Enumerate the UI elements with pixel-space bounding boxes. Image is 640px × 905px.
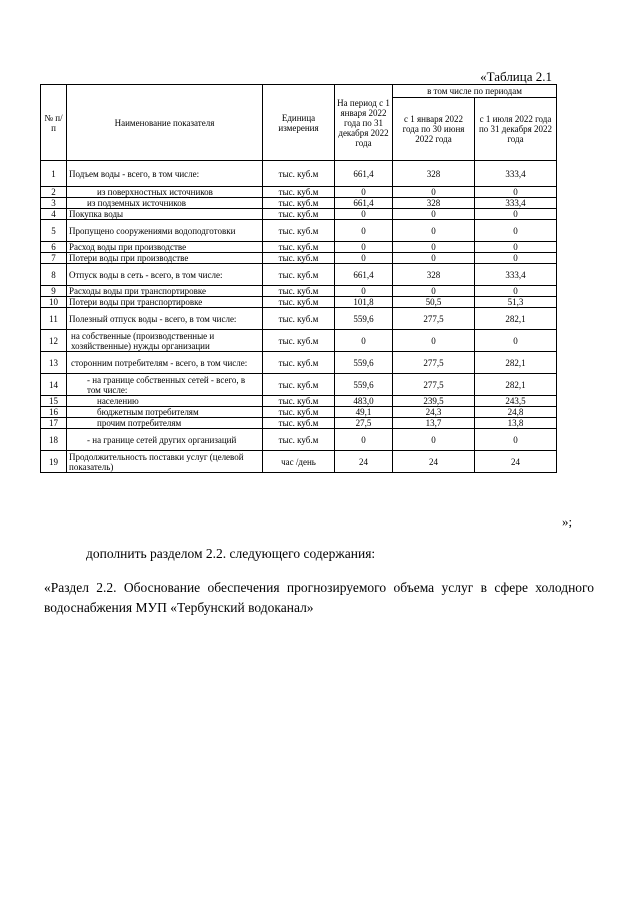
header-name: Наименование показателя <box>67 85 263 161</box>
value-period-2: 0 <box>475 220 557 242</box>
value-total: 0 <box>335 429 393 451</box>
value-period-2: 51,3 <box>475 297 557 308</box>
unit-of-measure: тыс. куб.м <box>263 253 335 264</box>
row-number: 18 <box>41 429 67 451</box>
unit-of-measure: час /день <box>263 451 335 473</box>
table-caption: «Таблица 2.1 <box>480 69 552 84</box>
unit-of-measure: тыс. куб.м <box>263 242 335 253</box>
indicator-name: - на границе собственных сетей - всего, в том числе: <box>67 374 263 396</box>
table-row <box>41 198 557 209</box>
value-total: 0 <box>335 330 393 352</box>
unit-of-measure: тыс. куб.м <box>263 209 335 220</box>
table-row <box>41 407 557 418</box>
indicator-name: Полезный отпуск воды - всего, в том числе: <box>67 308 263 330</box>
table-row <box>41 330 557 352</box>
value-total: 0 <box>335 187 393 198</box>
table-row <box>41 429 557 451</box>
value-period-1: 328 <box>393 198 475 209</box>
indicator-name: Продолжительность поставки услуг (целевой показатель) <box>67 451 263 473</box>
unit-of-measure: тыс. куб.м <box>263 297 335 308</box>
value-period-2: 0 <box>475 286 557 297</box>
value-period-2: 0 <box>475 330 557 352</box>
table-row <box>41 161 557 187</box>
row-number: 13 <box>41 352 67 374</box>
row-number: 16 <box>41 407 67 418</box>
indicator-name: Расход воды при производстве <box>67 242 263 253</box>
value-period-1: 24 <box>393 451 475 473</box>
unit-of-measure: тыс. куб.м <box>263 352 335 374</box>
value-period-2: 0 <box>475 253 557 264</box>
indicator-name: сторонним потребителям - всего, в том числе: <box>67 352 263 374</box>
table-row <box>41 209 557 220</box>
value-period-1: 50,5 <box>393 297 475 308</box>
value-period-2: 282,1 <box>475 308 557 330</box>
unit-of-measure: тыс. куб.м <box>263 220 335 242</box>
value-period-1: 0 <box>393 330 475 352</box>
value-period-1: 0 <box>393 187 475 198</box>
row-number: 14 <box>41 374 67 396</box>
value-period-1: 24,3 <box>393 407 475 418</box>
table-row <box>41 418 557 429</box>
value-period-2: 333,4 <box>475 198 557 209</box>
row-number: 4 <box>41 209 67 220</box>
closing-quote: »; <box>562 514 573 529</box>
indicator-name: на собственные (производственные и хозяйственные) нужды организации <box>67 330 263 352</box>
header-period-1: с 1 января 2022 года по 30 июня 2022 года <box>393 98 475 161</box>
value-period-1: 13,7 <box>393 418 475 429</box>
value-total: 49,1 <box>335 407 393 418</box>
unit-of-measure: тыс. куб.м <box>263 330 335 352</box>
row-number: 3 <box>41 198 67 209</box>
table-row <box>41 242 557 253</box>
indicator-name: Отпуск воды в сеть - всего, в том числе: <box>67 264 263 286</box>
row-number: 5 <box>41 220 67 242</box>
value-period-1: 0 <box>393 429 475 451</box>
value-total: 661,4 <box>335 264 393 286</box>
value-period-2: 333,4 <box>475 161 557 187</box>
table-row <box>41 451 557 473</box>
table-row <box>41 286 557 297</box>
value-total: 0 <box>335 209 393 220</box>
row-number: 7 <box>41 253 67 264</box>
row-number: 15 <box>41 396 67 407</box>
header-period: На период с 1 января 2022 года по 31 декабря 2022 года <box>335 85 393 161</box>
indicator-name: Потери воды при транспортировке <box>67 297 263 308</box>
value-total: 0 <box>335 253 393 264</box>
indicator-name: - на границе сетей других организаций <box>67 429 263 451</box>
value-total: 661,4 <box>335 198 393 209</box>
value-total: 0 <box>335 242 393 253</box>
value-period-1: 328 <box>393 161 475 187</box>
value-period-1: 0 <box>393 242 475 253</box>
value-period-1: 277,5 <box>393 352 475 374</box>
header-including: в том числе по периодам <box>393 85 557 98</box>
value-total: 559,6 <box>335 308 393 330</box>
header-period-2: с 1 июля 2022 года по 31 декабря 2022 года <box>475 98 557 161</box>
unit-of-measure: тыс. куб.м <box>263 418 335 429</box>
indicator-name: Потери воды при производстве <box>67 253 263 264</box>
unit-of-measure: тыс. куб.м <box>263 308 335 330</box>
table-row <box>41 220 557 242</box>
value-total: 0 <box>335 286 393 297</box>
value-period-2: 0 <box>475 242 557 253</box>
row-number: 17 <box>41 418 67 429</box>
value-period-2: 0 <box>475 209 557 220</box>
indicator-name: Пропущено сооружениями водоподготовки <box>67 220 263 242</box>
indicator-name: из поверхностных источников <box>67 187 263 198</box>
value-total: 101,8 <box>335 297 393 308</box>
value-period-2: 333,4 <box>475 264 557 286</box>
value-period-1: 0 <box>393 220 475 242</box>
unit-of-measure: тыс. куб.м <box>263 187 335 198</box>
value-period-1: 277,5 <box>393 374 475 396</box>
row-number: 6 <box>41 242 67 253</box>
value-period-1: 239,5 <box>393 396 475 407</box>
indicator-name: населению <box>67 396 263 407</box>
table-row <box>41 187 557 198</box>
value-period-1: 0 <box>393 253 475 264</box>
indicator-name: Подъем воды - всего, в том числе: <box>67 161 263 187</box>
value-period-2: 0 <box>475 429 557 451</box>
value-period-2: 282,1 <box>475 374 557 396</box>
value-period-2: 24 <box>475 451 557 473</box>
row-number: 2 <box>41 187 67 198</box>
value-total: 483,0 <box>335 396 393 407</box>
unit-of-measure: тыс. куб.м <box>263 374 335 396</box>
value-total: 27,5 <box>335 418 393 429</box>
table-row <box>41 264 557 286</box>
table-row <box>41 352 557 374</box>
value-period-2: 243,5 <box>475 396 557 407</box>
indicator-name: Покупка воды <box>67 209 263 220</box>
unit-of-measure: тыс. куб.м <box>263 161 335 187</box>
header-num: № п/п <box>41 85 67 161</box>
paragraph-add-section: дополнить разделом 2.2. следующего содержания: <box>86 546 376 561</box>
value-period-2: 0 <box>475 187 557 198</box>
table-row <box>41 374 557 396</box>
value-total: 559,6 <box>335 374 393 396</box>
row-number: 1 <box>41 161 67 187</box>
value-period-2: 24,8 <box>475 407 557 418</box>
indicator-name: прочим потребителям <box>67 418 263 429</box>
indicator-name: Расходы воды при транспортировке <box>67 286 263 297</box>
value-period-2: 13,8 <box>475 418 557 429</box>
unit-of-measure: тыс. куб.м <box>263 396 335 407</box>
value-total: 0 <box>335 220 393 242</box>
table-row <box>41 253 557 264</box>
paragraph-section-title: «Раздел 2.2. Обоснование обеспечения прогнозируемого объема услуг в сфере холодного водоснабжения МУП «Тербунский водоканал» <box>44 580 594 615</box>
value-period-1: 328 <box>393 264 475 286</box>
value-period-1: 277,5 <box>393 308 475 330</box>
row-number: 11 <box>41 308 67 330</box>
row-number: 12 <box>41 330 67 352</box>
indicator-name: из подземных источников <box>67 198 263 209</box>
row-number: 9 <box>41 286 67 297</box>
row-number: 8 <box>41 264 67 286</box>
table-row <box>41 308 557 330</box>
value-period-1: 0 <box>393 209 475 220</box>
unit-of-measure: тыс. куб.м <box>263 407 335 418</box>
water-supply-table <box>40 84 557 473</box>
value-total: 559,6 <box>335 352 393 374</box>
unit-of-measure: тыс. куб.м <box>263 286 335 297</box>
value-period-2: 282,1 <box>475 352 557 374</box>
value-period-1: 0 <box>393 286 475 297</box>
unit-of-measure: тыс. куб.м <box>263 429 335 451</box>
header-unit: Единица измерения <box>263 85 335 161</box>
row-number: 19 <box>41 451 67 473</box>
unit-of-measure: тыс. куб.м <box>263 198 335 209</box>
indicator-name: бюджетным потребителям <box>67 407 263 418</box>
value-total: 24 <box>335 451 393 473</box>
table-row <box>41 396 557 407</box>
value-total: 661,4 <box>335 161 393 187</box>
table-row <box>41 297 557 308</box>
row-number: 10 <box>41 297 67 308</box>
unit-of-measure: тыс. куб.м <box>263 264 335 286</box>
